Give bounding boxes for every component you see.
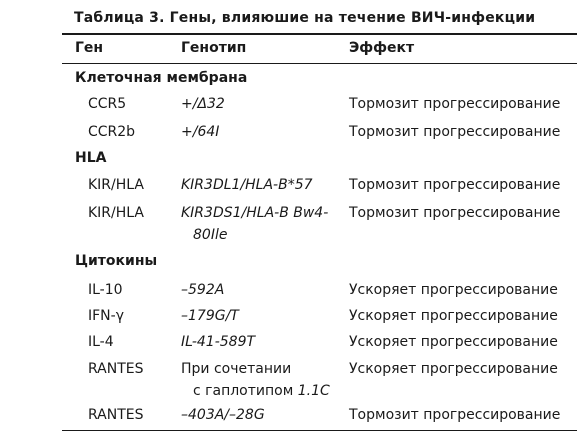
row-gene: IL-10: [88, 282, 123, 298]
section-membrane: Клеточная мембрана: [75, 70, 248, 86]
header-gene: Ген: [75, 40, 104, 56]
genotype-line2-prefix: с гаплотипом: [193, 383, 298, 399]
row-gene: IL-4: [88, 334, 114, 350]
row-genotype: –403A/–28G: [181, 407, 265, 423]
row-effect: Тормозит прогрессирование: [349, 205, 561, 221]
row-effect: Ускоряет прогрессирование: [349, 282, 558, 298]
header-rule: [62, 63, 577, 64]
row-genotype: KIR3DL1/HLA-B*57: [181, 177, 313, 193]
row-effect: Ускоряет прогрессирование: [349, 334, 558, 350]
row-genotype: +/64I: [181, 124, 220, 140]
row-effect: Тормозит прогрессирование: [349, 124, 561, 140]
row-effect: Ускоряет прогрессирование: [349, 308, 558, 324]
row-gene: KIR/HLA: [88, 205, 144, 221]
row-genotype: [181, 358, 330, 402]
bottom-rule: [62, 430, 577, 431]
genotype-line2: [181, 380, 330, 402]
genotype-line1: KIR3DS1/HLA-B Bw4-: [181, 205, 329, 221]
header-genotype: Генотип: [181, 40, 247, 56]
row-effect: Тормозит прогрессирование: [349, 177, 561, 193]
top-rule: [62, 33, 577, 35]
row-genotype: IL-41-589T: [181, 334, 256, 350]
row-gene: RANTES: [88, 361, 144, 377]
genotype-line2-italic: 1.1C: [297, 383, 330, 399]
row-genotype: [181, 202, 341, 246]
row-effect: Тормозит прогрессирование: [349, 407, 561, 423]
row-gene: CCR5: [88, 96, 127, 112]
row-gene: KIR/HLA: [88, 177, 144, 193]
row-genotype: –179G/T: [181, 308, 239, 324]
row-genotype: +/Δ32: [181, 96, 225, 112]
row-gene: RANTES: [88, 407, 144, 423]
row-effect: Ускоряет прогрессирование: [349, 361, 558, 377]
table-caption: Таблица 3. Гены, влияюшие на течение ВИЧ-инфекции: [74, 10, 536, 26]
row-effect: Тормозит прогрессирование: [349, 96, 561, 112]
row-genotype: –592A: [181, 282, 225, 298]
row-gene: IFN-γ: [88, 308, 124, 324]
row-gene: CCR2b: [88, 124, 136, 140]
header-effect: Эффект: [349, 40, 415, 56]
genotype-line1: При сочетании: [181, 361, 292, 377]
genotype-line2: 80Ile: [193, 227, 228, 243]
section-cytokines: Цитокины: [75, 253, 158, 269]
section-hla: HLA: [75, 150, 107, 166]
